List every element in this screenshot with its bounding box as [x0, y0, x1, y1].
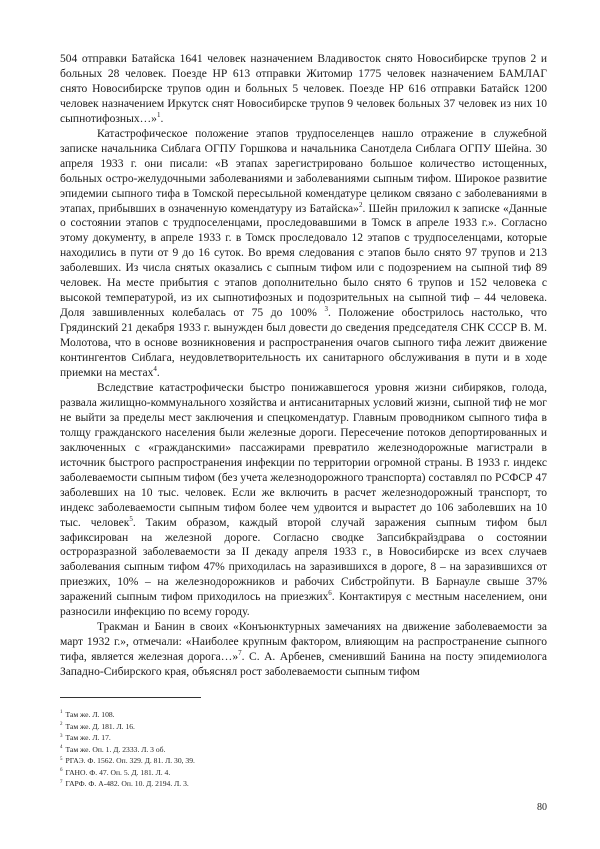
footnote: [60, 755, 540, 767]
footnote-reference: 4: [153, 365, 157, 374]
footnote-reference: 6: [328, 589, 332, 598]
paragraph-text: .: [156, 367, 160, 380]
footnote-text: ГАНО. Ф. 47. Оп. 5. Д. 181. Л. 4.: [65, 767, 171, 777]
footnote-reference: 7: [238, 649, 242, 658]
footnote: [60, 709, 540, 721]
footnote: [60, 732, 540, 744]
footnote-number: 7: [60, 779, 63, 785]
footnote-text: Там же. Л. 108.: [65, 710, 115, 719]
footnotes: [60, 709, 540, 790]
paragraph: [60, 52, 547, 127]
body-text: [60, 52, 547, 680]
footnote-number: 5: [60, 756, 63, 762]
paragraph: [60, 127, 547, 381]
footnote: [60, 744, 540, 756]
footnote-reference: 5: [129, 514, 133, 523]
page-number: 80: [537, 802, 547, 813]
footnote-text: Там же. Оп. 1. Д. 2333. Л. 3 об.: [65, 744, 166, 754]
footnote-text: Там же. Л. 17.: [65, 733, 111, 743]
footnote-number: 1: [60, 710, 63, 716]
paragraph-text: 504 отправки Батайска 1641 человек назначением Владивосток снято Новосибирске трупов 2 и больных 28 человек. Поезде НР 613 отправки Житомир 1775 человек назначением БАМЛАГ снято Новосибирске трупов один и больных 5 человек. Поезде НР 616 отправки Батайск 1200 человек назначением Иркутск снят Новосибирске трупов 9 человек больных 37 человек из них 10 сыпнотифозных…»: [60, 53, 547, 125]
footnote-text: РГАЭ. Ф. 1562. Оп. 329. Д. 81. Л. 30, 39.: [65, 756, 195, 766]
paragraph-text: . С. А. Арбенев, сменивший Банина на посту эпидемиолога Западно-Сибирского края, объяснял рост заболеваемости сыпным тифом: [60, 651, 547, 679]
footnote-reference: 1: [156, 110, 161, 119]
footnote: [60, 778, 540, 790]
paragraph-text: . Положение обострилось настолько, что Грядинский 21 декабря 1933 г. вынужден был довести до сведения председателя СНК СССР В. М. Молотова, что в основе возникновения и распространения очагов сыпного тифа лежит движение контингентов Сиблага, неудовлетворительность их санитарного обслуживания в пути и в ходе приемки на местах: [60, 307, 547, 380]
footnote-reference: 3: [324, 305, 328, 314]
footnote: [60, 721, 540, 733]
footnote-number: 3: [60, 733, 63, 739]
page-content: [60, 52, 547, 680]
footnote-text: Там же. Д. 181. Л. 16.: [65, 721, 135, 731]
footnote-number: 2: [60, 722, 63, 728]
footnote-text: ГАРФ. Ф. А-482. Оп. 10. Д. 2194. Л. 3.: [65, 779, 189, 789]
paragraph: [60, 620, 547, 680]
footnote-separator: [60, 697, 201, 698]
footnote-number: 4: [60, 745, 63, 751]
paragraph-text: Вследствие катастрофически быстро понижавшегося уровня жизни сибиряков, голода, развала жилищно-коммунального хозяйства и антисанитарных условий жизни, сыпной тиф не мог не выйти за пределы мест заключения и спецкомендатур. Главным проводником сыпного тифа в толщу гражданского населения были железные дороги. Пересечение потоков депортированных и заключенных с «гражданскими» пассажирами превратило железнодорожные магистрали в источник быстрого распространения инфекции по территории огромной страны. В 1933 г. индекс заболеваемости сыпным тифом (без учета железнодорожного транспорта) составлял по РСФСР 47 заболевших на 10 тыс. человек. Если же включить в расчет железнодорожный транспорт, то индекс заболеваемости сыпным тифом более чем удвоится и вырастет до 106 заболевших на 10 тыс. человек: [60, 381, 547, 529]
footnote: [60, 767, 540, 779]
paragraph-text: .: [160, 112, 164, 125]
paragraph-text: . Контактируя с местным населением, они разносили инфекцию по всему городу.: [60, 591, 548, 619]
paragraph-text: . Шейн приложил к записке «Данные о состоянии этапов с трудпоселенцами, проследовавшими в Томск в апреле 1933 г.». Согласно этому документу, в апреле 1933 г. в Томск проследовало 12 этапов с трудпоселенцами, которые находились в пути от 9 до 16 суток. Во время следования с этапов было снято 97 трупов и 213 заболевших. Из числа снятых оказались с сыпным тифом или с подозрением на сыпной тиф 89 человек. На месте прибытия с этапов дополнительно было снято 6 трупов и 152 человека с высокой температурой, из их сыпнотифозных и подозрительных на сыпной тиф – 44 человека. Доля завшивленных колебалась от 75 до 100%: [60, 202, 547, 320]
paragraph-text: Тракман и Банин в своих «Конъюнктурных замечаниях на движение заболеваемости за март 1932 г.», отмечали: «Наиболее крупным фактором, влияющим на распространение сыпного тифа, является железная дорога…»: [60, 621, 547, 664]
footnote-reference: 2: [358, 200, 363, 209]
footnote-number: 6: [60, 768, 63, 774]
paragraph-text: . Таким образом, каждый второй случай заражения сыпным тифом был зафиксирован на железной дороге. Согласно сводке Запсибкрайздрава о состоянии остроразразной заболеваемости за II декаду апреля 1933 г., в Новосибирске из всех случаев заболевания сыпным тифом 47% приходилась на заразившихся в дороге, 8 – на заразившихся от приезжих, 10% – на железнодорожников и рабочих Сибстройпути. В Барнауле свыше 37% заражений сыпным тифом приходилось на приезжих: [60, 516, 547, 604]
paragraph-text: Катастрофическое положение этапов трудпоселенцев нашло отражение в служебной записке начальника Сиблага ОГПУ Горшкова и начальника Санотдела Сиблага ОГПУ Шейна. 30 апреля 1933 г. они писали: «В этапах зарегистрировано большое количество истощенных, больных остро-желудочными заболеваниями и заболеваниями сыпным тифом. Широкое развитие эпидемии сыпного тифа в Томской пересыльной комендатуре целиком связано с заболеваниями в этапах, прибывших в означенную комендатуру из Батайска»: [60, 127, 547, 215]
paragraph: [60, 381, 547, 620]
